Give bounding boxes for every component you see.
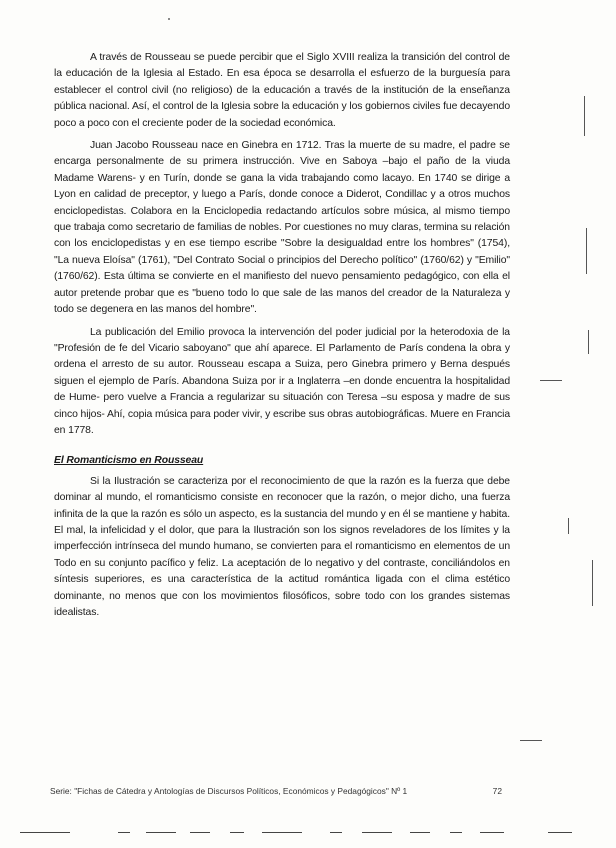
scan-dash	[410, 832, 430, 833]
scan-dash	[262, 832, 302, 833]
section-title: El Romanticismo en Rousseau	[54, 455, 204, 467]
scan-dash	[190, 832, 210, 833]
scan-dash	[480, 832, 504, 833]
scan-dash	[450, 832, 462, 833]
margin-mark	[588, 330, 589, 354]
scan-dash	[146, 832, 176, 833]
scan-dash	[548, 832, 572, 833]
margin-mark	[568, 518, 569, 534]
margin-mark	[520, 740, 542, 741]
paragraph-1: A través de Rousseau se puede percibir que el Siglo XVIII realiza la transición del control de la educación de la Iglesia al Estado. En esa época se desarrolla el esfuerzo de la burguesía para establecer el control civil (no religioso) de la educación a través de la institución de la enseñanza pública nacional. Así, el control de la Iglesia sobre la educación y los gobiernos civiles fue decayendo poco a poco con el creciente poder de la sociedad económica.	[54, 52, 510, 129]
scan-dash	[118, 832, 130, 833]
page-number: 72	[492, 786, 502, 796]
margin-mark	[584, 96, 585, 136]
page-footer	[50, 786, 510, 796]
scan-dash	[20, 832, 70, 833]
margin-mark	[540, 380, 562, 381]
scan-dash	[230, 832, 244, 833]
body-text	[54, 50, 510, 627]
paragraph-2: Juan Jacobo Rousseau nace en Ginebra en 1712. Tras la muerte de su madre, el padre se encarga personalmente de su primera instrucción. Vive en Saboya –bajo el paño de la viuda Madame Warens- y en Turín, donde se gana la vida trabajando como lacayo. En 1740 se dirige a Lyon en calidad de preceptor, y luego a París, donde conoce a Diderot, Condillac y a otros muchos enciclopedistas. Colabora en la Enciclopedia redactando artículos sobre música, al mismo tiempo que trabaja como secretario de familias de nobles. Por cuestiones no muy claras, termina su relación con los enciclopedistas y en ese tiempo escribe "Sobre la desigualdad entre los hombres" (1754), "La nueva Eloísa" (1761), "Del Contrato Social o principios del Derecho político" (1760/62) y "Emilio" (1760/62). Esta última se convierte en el manifiesto del nuevo pensamiento pedagógico, con ella el autor pretende probar que es "bueno todo lo que sale de las manos del creador de la Naturaleza y todo se degenera en las manos del hombre".	[54, 140, 510, 316]
scan-dash	[330, 832, 342, 833]
section-paragraph: Si la Ilustración se caracteriza por el reconocimiento de que la razón es la fuerza que debe dominar al mundo, el romanticismo consiste en reconocer que la razón, o mejor dicho, una fuerza infinita de la que la razón es sólo un aspecto, es la sustancia del mundo y en él se mantiene y habita. El mal, la infelicidad y el dolor, que para la Ilustración son los signos reveladores de los límites y la imperfección intrínseca del mundo humano, se convierten para el romanticismo en elementos de un Todo en su conjunto pacífico y feliz. La aceptación de lo negativo y del contraste, conciliándolos en síntesis superiores, es una característica de la actitud romántica ligada con el clima estético dominante, no menos que con los movimientos filosóficos, sobre todo con los grandes sistemas idealistas.	[54, 475, 510, 618]
margin-mark	[592, 560, 593, 606]
footer-series: Serie: "Fichas de Cátedra y Antologías de Discursos Políticos, Económicos y Pedagógicos" Nº 1	[50, 786, 408, 796]
scan-speck	[168, 18, 170, 20]
scan-dash	[362, 832, 392, 833]
margin-mark	[586, 228, 587, 274]
paragraph-3: La publicación del Emilio provoca la intervención del poder judicial por la heterodoxia de la "Profesión de fe del Vicario saboyano" que ahí aparece. El Parlamento de París condena la obra y ordena el arresto de su autor. Rousseau escapa a Suiza, pero Ginebra primero y Berna después siguen el ejemplo de París. Abandona Suiza por ir a Inglaterra –en donde encuentra la hospitalidad de Hume- pero vuelve a Francia a regularizar su situación con Teresa –su esposa y madre de sus cinco hijos- Ahí, copia música para poder vivir, y escribe sus obras autobiográficas. Muere en Francia en 1778.	[54, 326, 510, 436]
